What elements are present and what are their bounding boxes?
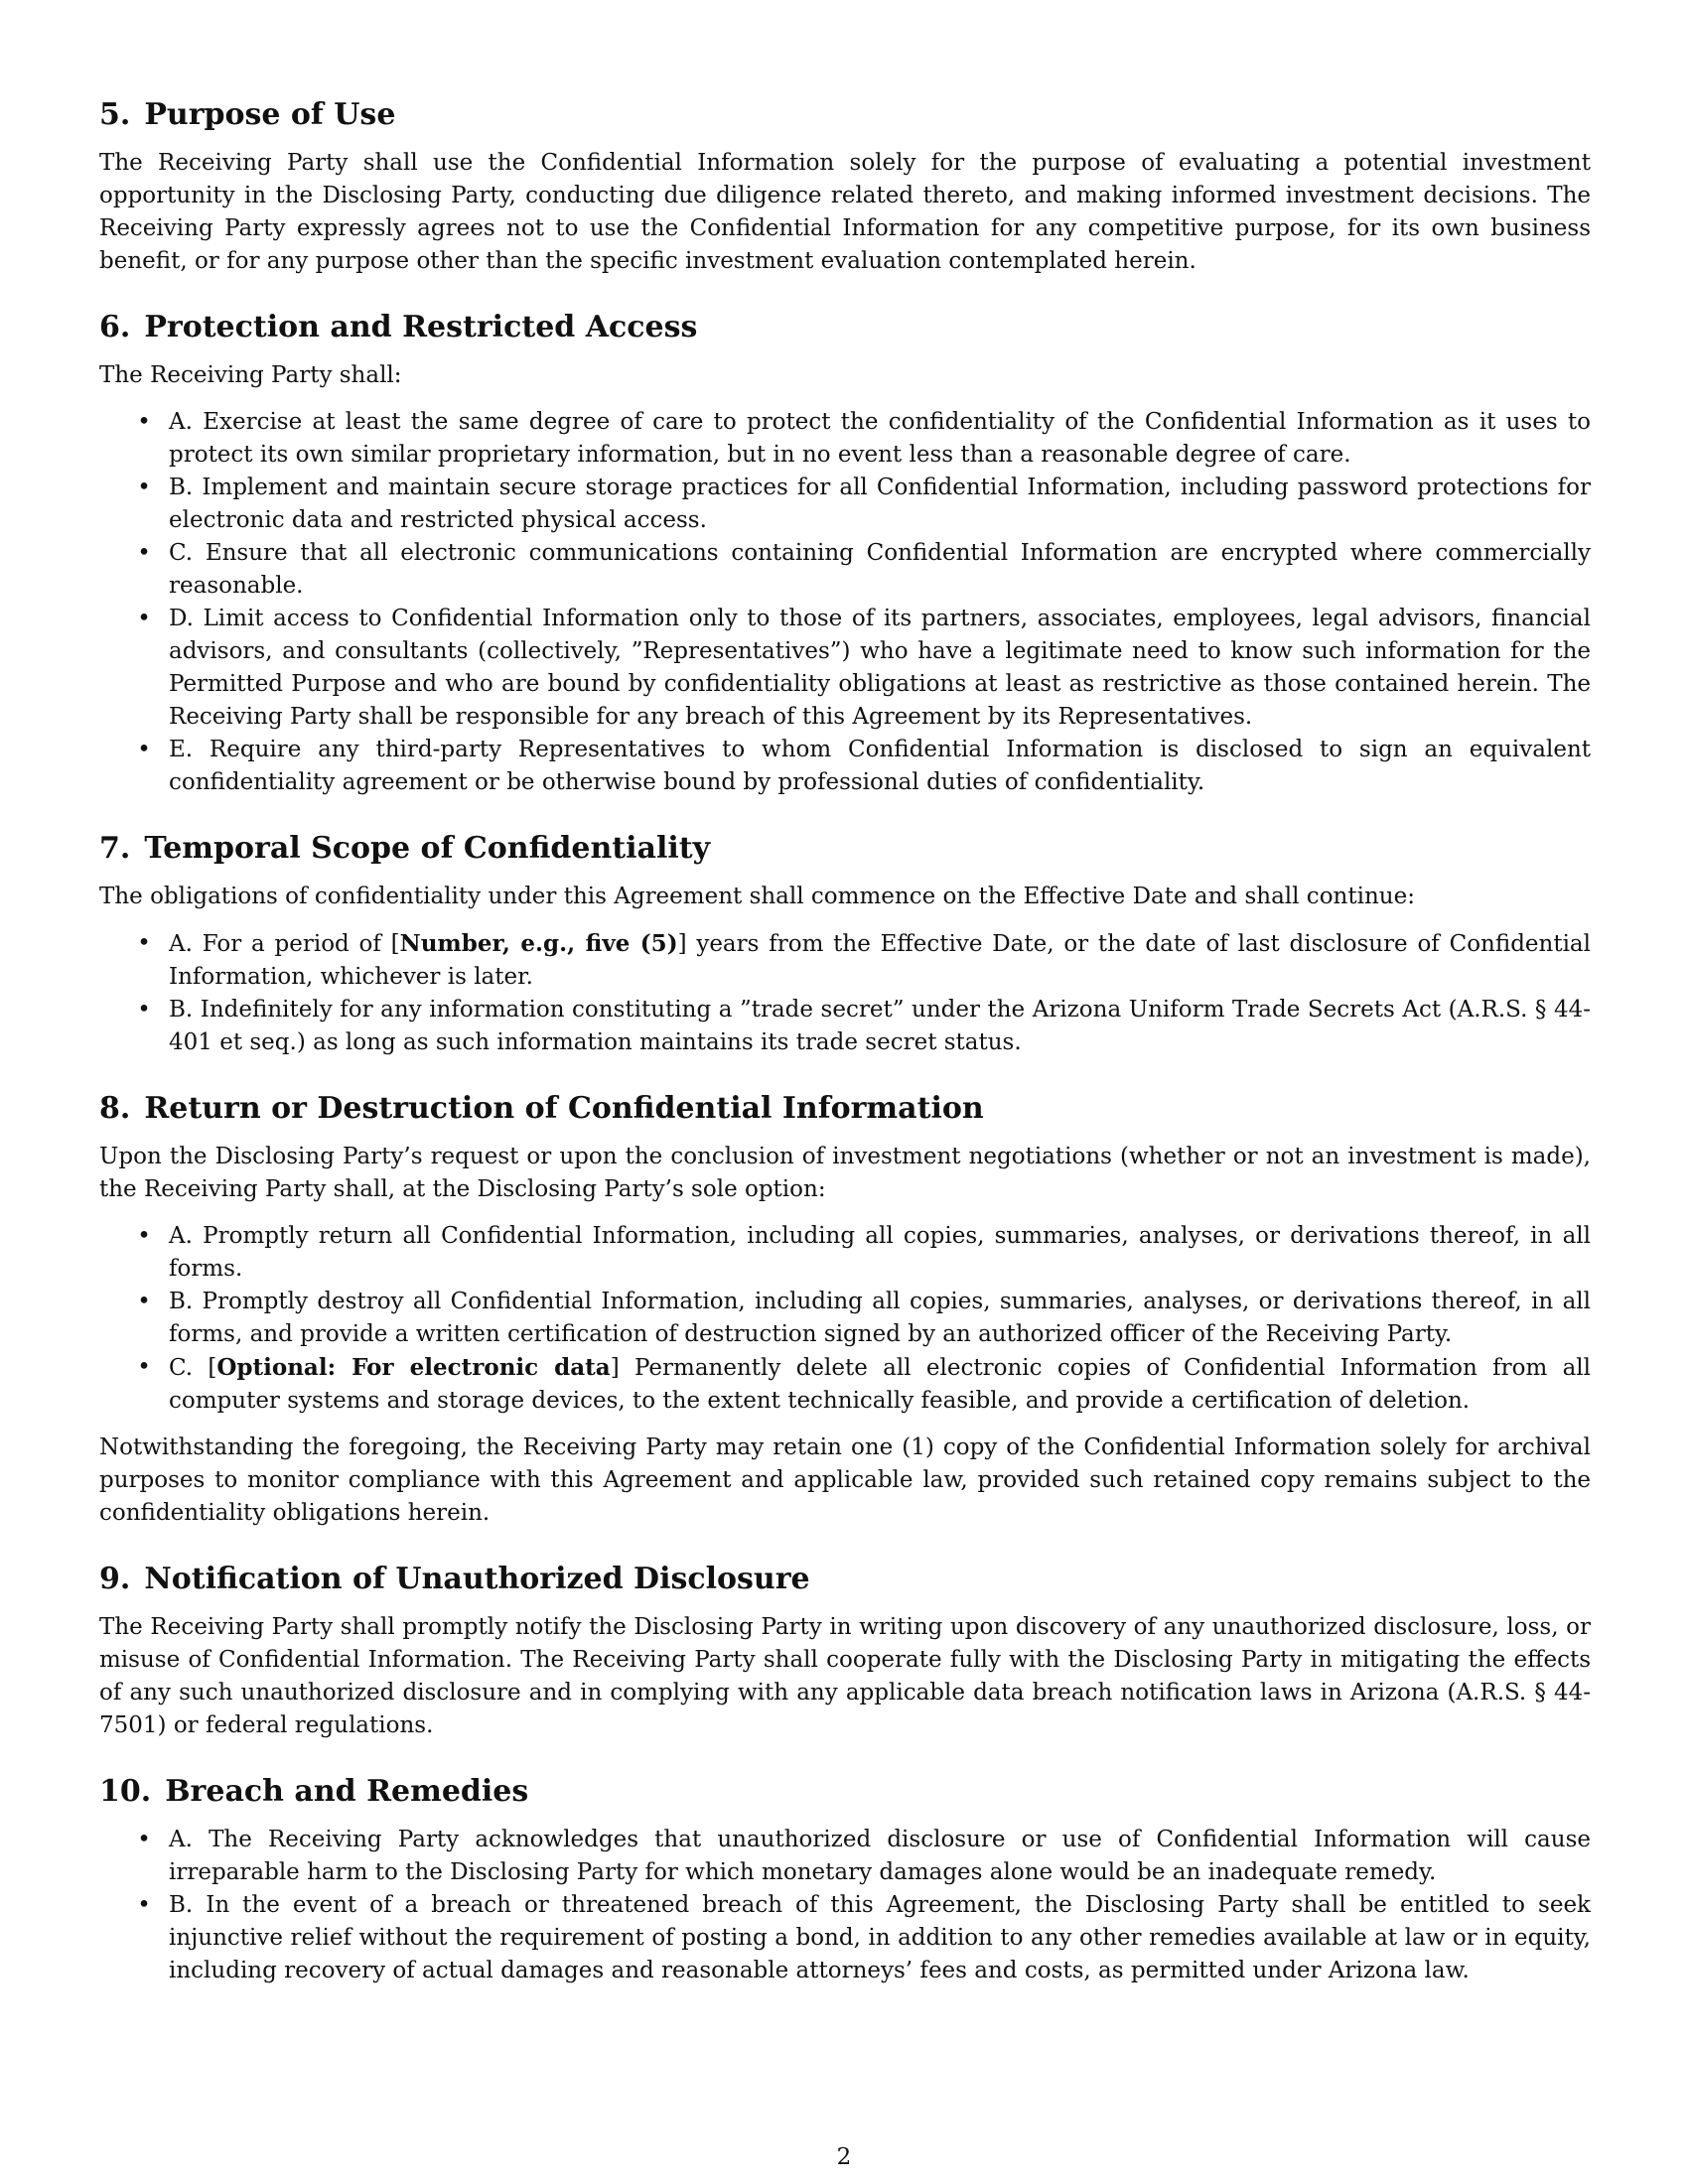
- list-item: [99, 472, 1591, 537]
- section-intro: The obligations of confidentiality under this Agreement shall commence on the Effective Date and shall continue:: [99, 884, 1415, 909]
- document-page: [99, 95, 1591, 2017]
- list-item: [99, 994, 1591, 1059]
- section-title: Return or Destruction of Confidential Information: [144, 1091, 984, 1126]
- list-item-text: A. Promptly return all Confidential Information, including all copies, summaries, analyses, or derivations thereof, in all forms.: [169, 1223, 1591, 1282]
- section-return-destruction: [99, 1089, 1591, 1530]
- section-number: 9.: [99, 1562, 131, 1596]
- bullet-icon: •: [137, 475, 151, 500]
- section-title: Notification of Unauthorized Disclosure: [144, 1562, 810, 1596]
- section-heading: [99, 1089, 1591, 1129]
- page-number: 2: [836, 2144, 852, 2170]
- section-number: 10.: [99, 1774, 152, 1809]
- placeholder-bold: Optional: For electronic data: [216, 1354, 611, 1381]
- section-heading: [99, 1560, 1591, 1599]
- list-item-text: E. Require any third-party Representatives to whom Confidential Information is disclosed to sign an equivalent confidentiality agreement or be otherwise bound by professional duties of confidentiality.: [169, 737, 1591, 795]
- section-intro: Upon the Disclosing Party’s request or upon the conclusion of investment negotiations (whether or not an investment is made), the Receiving Party shall, at the Disclosing Party’s sole option:: [99, 1144, 1591, 1202]
- bullet-icon: •: [137, 930, 151, 956]
- section-notification: [99, 1560, 1591, 1742]
- section-paragraph: The Receiving Party shall promptly notify the Disclosing Party in writing upon discovery of any unauthorized disclosure, loss, or misuse of Confidential Information. The Receiving Party shall cooperate fully with the Disclosing Party in mitigating the effects of any such unauthorized disclosure and in complying with any applicable data breach notification laws in Arizona (A.R.S. § 44-7501) or federal regulations.: [99, 1614, 1591, 1738]
- bullet-icon: •: [137, 1892, 151, 1918]
- bullet-list: [99, 406, 1591, 799]
- placeholder-bold: Number, e.g., five (5): [399, 930, 678, 957]
- list-item: [99, 1220, 1591, 1286]
- section-heading: [99, 1772, 1591, 1812]
- section-title: Temporal Scope of Confidentiality: [144, 831, 711, 866]
- bullet-icon: •: [137, 737, 151, 762]
- list-item: [99, 603, 1591, 734]
- bullet-icon: •: [137, 1223, 151, 1249]
- section-purpose-of-use: [99, 95, 1591, 278]
- list-item-text: B. Promptly destroy all Confidential Information, including all copies, summaries, analyses, or derivations thereof, in all forms, and provide a written certification of destruction signed by an authorized officer of the Receiving Party.: [169, 1289, 1591, 1347]
- section-title: Purpose of Use: [144, 97, 396, 132]
- list-item-text: B. Implement and maintain secure storage practices for all Confidential Information, including password protections for electronic data and restricted physical access.: [169, 475, 1591, 533]
- list-item-text-post: ] years from the Effective Date, or the date of last disclosure of Confidential Information, whichever is later.: [169, 931, 1592, 990]
- section-number: 6.: [99, 310, 131, 344]
- section-title: Protection and Restricted Access: [144, 310, 698, 344]
- section-breach-remedies: [99, 1772, 1591, 1987]
- list-item: [99, 537, 1591, 603]
- section-number: 7.: [99, 831, 131, 866]
- section-closing: Notwithstanding the foregoing, the Receiving Party may retain one (1) copy of the Confidential Information solely for archival purposes to monitor compliance with this Agreement and applicable law, provided such retained copy remains subject to the confidentiality obligations herein.: [99, 1434, 1591, 1526]
- section-title: Breach and Remedies: [165, 1774, 529, 1809]
- bullet-icon: •: [137, 997, 151, 1023]
- section-heading: [99, 829, 1591, 869]
- bullet-icon: •: [137, 540, 151, 566]
- list-item: [99, 406, 1591, 472]
- bullet-list: [99, 1220, 1591, 1418]
- bullet-icon: •: [137, 606, 151, 631]
- list-item: [99, 1286, 1591, 1351]
- bullet-icon: •: [137, 1827, 151, 1852]
- bullet-icon: •: [137, 1289, 151, 1314]
- section-protection: [99, 308, 1591, 799]
- section-heading: [99, 308, 1591, 347]
- list-item: [99, 1824, 1591, 1889]
- section-paragraph: The Receiving Party shall use the Confidential Information solely for the purpose of evaluating a potential investment opportunity in the Disclosing Party, conducting due diligence related thereto, and making informed investment decisions. The Receiving Party expressly agrees not to use the Confidential Information for any competitive purpose, for its own business benefit, or for any purpose other than the specific investment evaluation contemplated herein.: [99, 150, 1591, 274]
- bullet-list: [99, 927, 1591, 1059]
- bullet-icon: •: [137, 1354, 151, 1380]
- list-item-text: C. Ensure that all electronic communications containing Confidential Information are encrypted where commercially reasonable.: [169, 540, 1591, 599]
- list-item-text: D. Limit access to Confidential Information only to those of its partners, associates, employees, legal advisors, financial advisors, and consultants (collectively, ”Representatives”) who have a legitimate need to know such information for the Permitted Purpose and who are bound by confidentiality obligations at least as restrictive as those contained herein. The Receiving Party shall be responsible for any breach of this Agreement by its Representatives.: [169, 606, 1591, 730]
- list-item: [99, 1889, 1591, 1987]
- section-intro: The Receiving Party shall:: [99, 362, 402, 388]
- section-number: 8.: [99, 1091, 131, 1126]
- section-temporal-scope: [99, 829, 1591, 1059]
- list-item-text: A. Exercise at least the same degree of care to protect the confidentiality of the Confidential Information as it uses to protect its own similar proprietary information, but in no event less than a reasonable degree of care.: [169, 409, 1591, 468]
- list-item-text: B. In the event of a breach or threatened breach of this Agreement, the Disclosing Party shall be entitled to seek injunctive relief without the requirement of posting a bond, in addition to any other remedies available at law or in equity, including recovery of actual damages and reasonable attorneys’ fees and costs, as permitted under Arizona law.: [169, 1892, 1591, 1983]
- list-item-text: B. Indefinitely for any information constituting a ”trade secret” under the Arizona Uniform Trade Secrets Act (A.R.S. § 44-401 et seq.) as long as such information maintains its trade secret status.: [169, 997, 1591, 1055]
- list-item-text: A. The Receiving Party acknowledges that unauthorized disclosure or use of Confidential Information will cause irreparable harm to the Disclosing Party for which monetary damages alone would be an inadequate remedy.: [169, 1827, 1591, 1885]
- bullet-list: [99, 1824, 1591, 1987]
- list-item: [99, 927, 1591, 994]
- section-heading: [99, 95, 1591, 135]
- list-item: [99, 734, 1591, 799]
- bullet-icon: •: [137, 409, 151, 435]
- list-item-text-post: ] Permanently delete all electronic copies of Confidential Information from all computer systems and storage devices, to the extent technically feasible, and provide a certification of deletion.: [169, 1355, 1592, 1414]
- list-item-text-pre: C. [: [169, 1355, 217, 1381]
- list-item: [99, 1351, 1591, 1418]
- section-number: 5.: [99, 97, 131, 132]
- list-item-text-pre: A. For a period of [: [169, 931, 400, 957]
